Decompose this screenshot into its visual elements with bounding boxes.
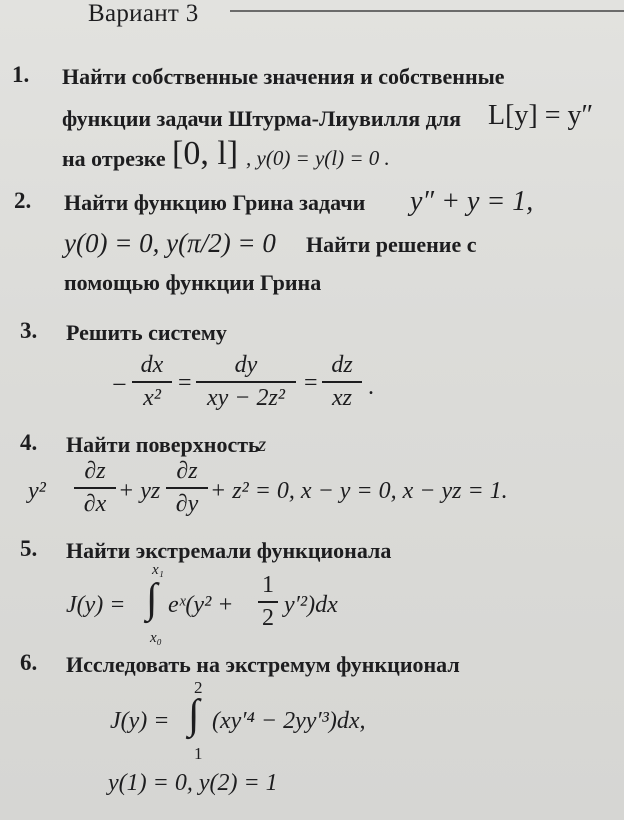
task-2-line-3: помощью функции Грина xyxy=(64,270,322,295)
task-4-derivative-y xyxy=(166,458,208,518)
task-5-half-num: 1 xyxy=(262,572,274,598)
task-5-upper-limit: x₁ xyxy=(152,562,164,578)
task-1-line-1: Найти собственные значения и собственные xyxy=(62,64,505,89)
task-3-equals-2: = xyxy=(304,370,318,396)
task-1-operator: L[y] = y″ xyxy=(488,100,594,131)
task-5-integrand-1: eˣ(y² + xyxy=(168,592,234,618)
task-3-fraction-3-num: dz xyxy=(331,352,353,378)
task-5-lower-limit: x₀ xyxy=(150,630,162,646)
task-6-boundary: y(1) = 0, y(2) = 1 xyxy=(108,770,278,796)
task-4-derivative-y-num: ∂z xyxy=(176,458,198,484)
task-6-upper-limit: 2 xyxy=(194,678,203,697)
task-3-fraction-1-num: dx xyxy=(140,352,164,378)
task-6-line-1: Исследовать на экстремум функционал xyxy=(66,652,460,677)
task-3-fraction-1 xyxy=(132,352,172,412)
task-5-lhs: J(y) = xyxy=(66,592,126,618)
task-4-derivative-x-num: ∂z xyxy=(84,458,106,484)
header-rule xyxy=(230,10,624,12)
task-4-derivative-x xyxy=(74,458,116,518)
task-3-minus: − xyxy=(112,370,127,399)
task-3-line-1: Решить систему xyxy=(66,320,227,345)
page-title: Вариант 3 xyxy=(88,0,199,27)
task-1-interval: [0, l] xyxy=(172,135,239,172)
task-6-integrand: (xy′⁴ − 2yy′³)dx, xyxy=(212,708,366,734)
task-3-period: . xyxy=(368,374,374,400)
task-6-number: 6. xyxy=(20,650,38,675)
fraction-bar xyxy=(166,487,208,489)
fraction-bar xyxy=(322,381,362,383)
task-3-equals-1: = xyxy=(178,370,192,396)
task-3-fraction-3 xyxy=(322,352,362,412)
task-1-line-3: на отрезке xyxy=(62,146,166,171)
task-2-number: 2. xyxy=(14,188,32,213)
task-4-suffix: + z² = 0, x − y = 0, x − yz = 1. xyxy=(210,478,508,504)
task-3-number: 3. xyxy=(20,318,38,343)
task-3-fraction-1-den: x² xyxy=(143,384,161,411)
integral-sign: ∫ xyxy=(146,576,158,622)
task-2-line-1: Найти функцию Грина задачи xyxy=(64,190,366,215)
task-1-line-2: функции задачи Штурма-Лиувилля для xyxy=(62,106,462,131)
task-5-integrand-2: y′²)dx xyxy=(284,592,338,618)
task-3-fraction-2-den: xy − 2z² xyxy=(206,384,286,411)
task-4-derivative-y-den: ∂y xyxy=(175,490,199,517)
fraction-bar xyxy=(74,487,116,489)
task-5-number: 5. xyxy=(20,536,38,561)
task-3-fraction-2-num: dy xyxy=(234,352,258,378)
fraction-bar xyxy=(196,381,296,383)
task-2-boundary: y(0) = 0, y(π/2) = 0 xyxy=(64,228,276,258)
task-4-number: 4. xyxy=(20,430,38,455)
fraction-bar xyxy=(132,381,172,383)
task-4-prefix: y² xyxy=(28,478,46,504)
task-4-derivative-x-den: ∂x xyxy=(83,490,107,517)
task-1-boundary: , y(0) = y(l) = 0 . xyxy=(246,146,390,170)
task-4-variable: z xyxy=(258,432,267,456)
task-5-half-den: 2 xyxy=(262,604,274,631)
task-5-line-1: Найти экстремали функционала xyxy=(66,538,392,563)
task-4-line-1: Найти поверхность xyxy=(66,432,260,457)
task-4-middle: + yz xyxy=(118,478,161,504)
task-6-lower-limit: 1 xyxy=(194,744,203,763)
integral-sign: ∫ xyxy=(188,692,200,738)
task-3-fraction-3-den: xz xyxy=(332,384,352,411)
task-6-lhs: J(y) = xyxy=(110,708,170,734)
task-3-fraction-2 xyxy=(196,352,296,412)
task-2-equation: y″ + y = 1, xyxy=(410,186,534,217)
task-2-line-2: Найти решение с xyxy=(306,232,477,257)
task-1-number: 1. xyxy=(12,62,30,87)
fraction-bar xyxy=(258,601,278,603)
task-5-half xyxy=(258,572,278,632)
